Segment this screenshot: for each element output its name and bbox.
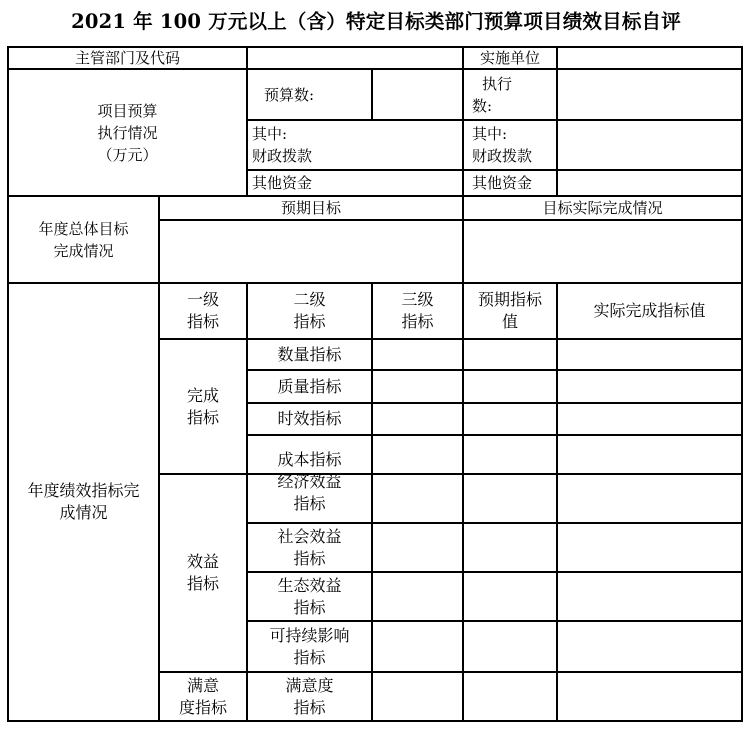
economic-benefit-indicator: 经济效益 指标 (277, 472, 342, 513)
expected-value-header: 预期指标 值 (477, 290, 542, 331)
budget-other-value[interactable] (373, 171, 462, 195)
dept-code-value[interactable] (248, 48, 462, 68)
table-line (7, 720, 743, 722)
expected-goal-value[interactable] (160, 221, 462, 282)
level2-indicator-header: 二级 指标 (293, 290, 326, 331)
satisfaction-degree-indicator: 满意度 指标 (285, 675, 334, 717)
execution-other-value[interactable] (558, 171, 741, 195)
actual-completion-value[interactable] (464, 221, 741, 282)
execution-amount-label: 执行 数: (472, 74, 513, 115)
table-line (741, 46, 743, 722)
social-benefit-indicator: 社会效益 指标 (277, 526, 342, 568)
annual-indicators-label: 年度绩效指标完 成情况 (27, 481, 140, 522)
dept-code-label: 主管部门及代码 (74, 49, 180, 67)
page-title: 2021 年 100 万元以上（含）特定目标类部门预算项目绩效目标自评 (71, 10, 681, 33)
expected-goal-header: 预期目标 (280, 199, 341, 217)
budget-other-label: 其他资金 (252, 174, 313, 192)
cost-indicator: 成本指标 (277, 450, 342, 469)
execution-amount-value[interactable] (558, 70, 741, 119)
implementing-unit-label: 实施单位 (479, 49, 540, 67)
actual-completion-header: 目标实际完成情况 (542, 199, 663, 217)
timeliness-indicator: 时效指标 (277, 409, 342, 428)
quantity-indicator: 数量指标 (277, 344, 342, 364)
execution-fiscal-value[interactable] (558, 121, 741, 169)
budget-execution-label: 项目预算 执行情况 （万元） (97, 101, 158, 164)
table-line (556, 282, 558, 722)
actual-value-header: 实际完成指标值 (593, 301, 706, 320)
quality-indicator: 质量指标 (277, 376, 342, 396)
completion-indicator-label: 完成 指标 (186, 385, 219, 427)
implementing-unit-value[interactable] (558, 48, 741, 68)
budget-amount-value[interactable] (373, 70, 462, 119)
execution-other-label: 其他资金 (472, 174, 533, 192)
execution-fiscal-label: 其中: 财政拨款 (472, 125, 533, 165)
ecological-benefit-indicator: 生态效益 指标 (277, 575, 342, 617)
level3-indicator-header: 三级 指标 (401, 290, 434, 331)
table-line (371, 282, 373, 722)
annual-goal-label: 年度总体目标 完成情况 (38, 219, 129, 260)
budget-amount-label: 预算数: (264, 85, 315, 104)
table-line (462, 282, 464, 722)
budget-fiscal-value[interactable] (373, 121, 462, 169)
sustainable-impact-indicator: 可持续影响 指标 (269, 625, 350, 667)
satisfaction-indicator-label: 满意 度指标 (178, 675, 227, 717)
budget-fiscal-label: 其中: 财政拨款 (252, 125, 313, 165)
benefit-indicator-label: 效益 指标 (186, 552, 219, 593)
level1-indicator-header: 一级 指标 (186, 290, 219, 331)
